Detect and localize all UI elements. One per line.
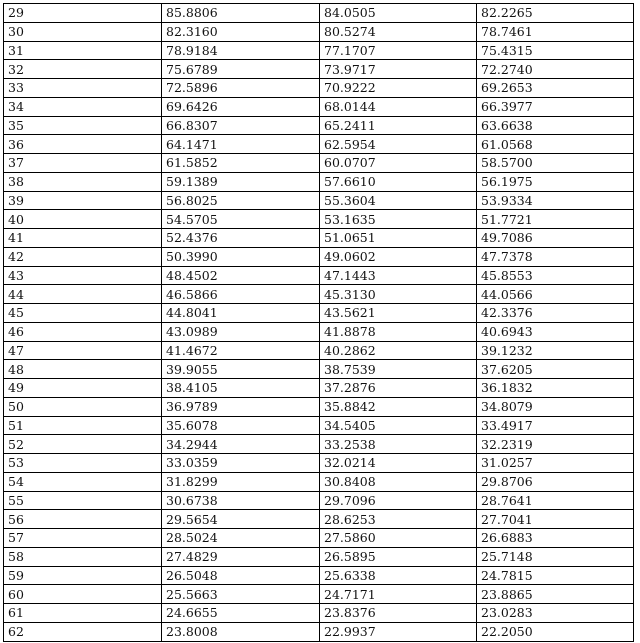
table-row: [4, 285, 634, 304]
value-cell-col1: 23.8008: [162, 622, 320, 641]
table-row: [4, 116, 634, 135]
value-cell-col1: 59.1389: [162, 172, 320, 191]
value-cell-col2: 84.0505: [320, 4, 477, 23]
value-cell-col2: 45.3130: [320, 285, 477, 304]
index-cell: 40: [4, 210, 162, 229]
value-cell-col2: 62.5954: [320, 135, 477, 154]
value-cell-col2: 43.5621: [320, 304, 477, 323]
value-cell-col1: 72.5896: [162, 79, 320, 98]
value-cell-col3: 24.7815: [477, 566, 634, 585]
value-cell-col2: 34.5405: [320, 416, 477, 435]
index-cell: 47: [4, 341, 162, 360]
value-cell-col1: 35.6078: [162, 416, 320, 435]
value-cell-col3: 45.8553: [477, 266, 634, 285]
value-cell-col3: 26.6883: [477, 529, 634, 548]
table-row: [4, 210, 634, 229]
index-cell: 62: [4, 622, 162, 641]
table-row: [4, 379, 634, 398]
value-cell-col2: 29.7096: [320, 491, 477, 510]
value-cell-col3: 53.9334: [477, 191, 634, 210]
value-cell-col1: 36.9789: [162, 397, 320, 416]
index-cell: 30: [4, 22, 162, 41]
table-body: [4, 4, 634, 642]
index-cell: 58: [4, 547, 162, 566]
value-cell-col3: 47.7378: [477, 247, 634, 266]
value-cell-col3: 78.7461: [477, 22, 634, 41]
value-cell-col2: 27.5860: [320, 529, 477, 548]
table-row: [4, 585, 634, 604]
value-cell-col2: 38.7539: [320, 360, 477, 379]
index-cell: 29: [4, 4, 162, 23]
value-cell-col3: 32.2319: [477, 435, 634, 454]
value-cell-col2: 33.2538: [320, 435, 477, 454]
index-cell: 38: [4, 172, 162, 191]
index-cell: 42: [4, 247, 162, 266]
table-row: [4, 566, 634, 585]
value-cell-col2: 55.3604: [320, 191, 477, 210]
value-cell-col3: 40.6943: [477, 322, 634, 341]
value-cell-col2: 25.6338: [320, 566, 477, 585]
value-cell-col1: 48.4502: [162, 266, 320, 285]
index-cell: 60: [4, 585, 162, 604]
table-row: [4, 172, 634, 191]
table-container: [3, 3, 633, 642]
value-cell-col1: 69.6426: [162, 97, 320, 116]
index-cell: 50: [4, 397, 162, 416]
index-cell: 61: [4, 604, 162, 623]
table-row: [4, 360, 634, 379]
index-cell: 43: [4, 266, 162, 285]
table-row: [4, 41, 634, 60]
table-row: [4, 322, 634, 341]
table-row: [4, 60, 634, 79]
index-cell: 33: [4, 79, 162, 98]
table-row: [4, 154, 634, 173]
value-cell-col3: 44.0566: [477, 285, 634, 304]
value-cell-col1: 61.5852: [162, 154, 320, 173]
table-row: [4, 510, 634, 529]
value-cell-col3: 72.2740: [477, 60, 634, 79]
index-cell: 34: [4, 97, 162, 116]
value-cell-col2: 40.2862: [320, 341, 477, 360]
value-cell-col1: 56.8025: [162, 191, 320, 210]
index-cell: 55: [4, 491, 162, 510]
value-cell-col2: 57.6610: [320, 172, 477, 191]
table-row: [4, 454, 634, 473]
index-cell: 52: [4, 435, 162, 454]
value-cell-col3: 69.2653: [477, 79, 634, 98]
table-row: [4, 97, 634, 116]
data-table: [3, 3, 634, 642]
table-row: [4, 397, 634, 416]
value-cell-col2: 32.0214: [320, 454, 477, 473]
value-cell-col1: 33.0359: [162, 454, 320, 473]
table-row: [4, 529, 634, 548]
table-row: [4, 604, 634, 623]
value-cell-col3: 63.6638: [477, 116, 634, 135]
value-cell-col2: 41.8878: [320, 322, 477, 341]
table-row: [4, 135, 634, 154]
value-cell-col1: 24.6655: [162, 604, 320, 623]
value-cell-col3: 42.3376: [477, 304, 634, 323]
value-cell-col3: 61.0568: [477, 135, 634, 154]
value-cell-col2: 70.9222: [320, 79, 477, 98]
value-cell-col3: 23.8865: [477, 585, 634, 604]
value-cell-col1: 26.5048: [162, 566, 320, 585]
value-cell-col2: 28.6253: [320, 510, 477, 529]
value-cell-col3: 31.0257: [477, 454, 634, 473]
index-cell: 41: [4, 229, 162, 248]
table-row: [4, 4, 634, 23]
value-cell-col1: 66.8307: [162, 116, 320, 135]
value-cell-col1: 44.8041: [162, 304, 320, 323]
index-cell: 39: [4, 191, 162, 210]
index-cell: 31: [4, 41, 162, 60]
index-cell: 57: [4, 529, 162, 548]
value-cell-col2: 51.0651: [320, 229, 477, 248]
index-cell: 51: [4, 416, 162, 435]
value-cell-col3: 28.7641: [477, 491, 634, 510]
index-cell: 46: [4, 322, 162, 341]
value-cell-col3: 66.3977: [477, 97, 634, 116]
value-cell-col3: 29.8706: [477, 472, 634, 491]
value-cell-col1: 41.4672: [162, 341, 320, 360]
value-cell-col2: 47.1443: [320, 266, 477, 285]
table-row: [4, 79, 634, 98]
table-row: [4, 416, 634, 435]
value-cell-col1: 78.9184: [162, 41, 320, 60]
value-cell-col2: 30.8408: [320, 472, 477, 491]
value-cell-col1: 85.8806: [162, 4, 320, 23]
value-cell-col1: 34.2944: [162, 435, 320, 454]
value-cell-col3: 82.2265: [477, 4, 634, 23]
value-cell-col3: 27.7041: [477, 510, 634, 529]
table-row: [4, 304, 634, 323]
value-cell-col2: 24.7171: [320, 585, 477, 604]
value-cell-col2: 77.1707: [320, 41, 477, 60]
value-cell-col1: 38.4105: [162, 379, 320, 398]
value-cell-col2: 35.8842: [320, 397, 477, 416]
value-cell-col1: 25.5663: [162, 585, 320, 604]
value-cell-col2: 65.2411: [320, 116, 477, 135]
value-cell-col1: 27.4829: [162, 547, 320, 566]
value-cell-col3: 36.1832: [477, 379, 634, 398]
index-cell: 49: [4, 379, 162, 398]
value-cell-col2: 37.2876: [320, 379, 477, 398]
value-cell-col3: 49.7086: [477, 229, 634, 248]
table-row: [4, 435, 634, 454]
value-cell-col3: 25.7148: [477, 547, 634, 566]
table-row: [4, 472, 634, 491]
table-row: [4, 622, 634, 641]
value-cell-col1: 43.0989: [162, 322, 320, 341]
value-cell-col3: 56.1975: [477, 172, 634, 191]
index-cell: 59: [4, 566, 162, 585]
index-cell: 44: [4, 285, 162, 304]
value-cell-col3: 58.5700: [477, 154, 634, 173]
index-cell: 35: [4, 116, 162, 135]
value-cell-col3: 33.4917: [477, 416, 634, 435]
value-cell-col1: 52.4376: [162, 229, 320, 248]
value-cell-col3: 75.4315: [477, 41, 634, 60]
value-cell-col2: 23.8376: [320, 604, 477, 623]
index-cell: 36: [4, 135, 162, 154]
value-cell-col1: 50.3990: [162, 247, 320, 266]
value-cell-col2: 22.9937: [320, 622, 477, 641]
table-row: [4, 22, 634, 41]
table-row: [4, 491, 634, 510]
value-cell-col3: 37.6205: [477, 360, 634, 379]
value-cell-col1: 28.5024: [162, 529, 320, 548]
index-cell: 54: [4, 472, 162, 491]
value-cell-col1: 82.3160: [162, 22, 320, 41]
value-cell-col3: 22.2050: [477, 622, 634, 641]
value-cell-col3: 39.1232: [477, 341, 634, 360]
value-cell-col2: 80.5274: [320, 22, 477, 41]
value-cell-col2: 68.0144: [320, 97, 477, 116]
table-row: [4, 247, 634, 266]
value-cell-col2: 26.5895: [320, 547, 477, 566]
value-cell-col3: 34.8079: [477, 397, 634, 416]
table-row: [4, 547, 634, 566]
table-row: [4, 341, 634, 360]
index-cell: 37: [4, 154, 162, 173]
index-cell: 45: [4, 304, 162, 323]
value-cell-col2: 73.9717: [320, 60, 477, 79]
value-cell-col2: 49.0602: [320, 247, 477, 266]
index-cell: 56: [4, 510, 162, 529]
value-cell-col1: 39.9055: [162, 360, 320, 379]
index-cell: 48: [4, 360, 162, 379]
value-cell-col3: 51.7721: [477, 210, 634, 229]
table-row: [4, 229, 634, 248]
value-cell-col1: 54.5705: [162, 210, 320, 229]
value-cell-col3: 23.0283: [477, 604, 634, 623]
value-cell-col2: 60.0707: [320, 154, 477, 173]
index-cell: 32: [4, 60, 162, 79]
value-cell-col1: 46.5866: [162, 285, 320, 304]
index-cell: 53: [4, 454, 162, 473]
value-cell-col1: 64.1471: [162, 135, 320, 154]
value-cell-col1: 31.8299: [162, 472, 320, 491]
table-row: [4, 191, 634, 210]
value-cell-col2: 53.1635: [320, 210, 477, 229]
value-cell-col1: 30.6738: [162, 491, 320, 510]
table-row: [4, 266, 634, 285]
value-cell-col1: 75.6789: [162, 60, 320, 79]
value-cell-col1: 29.5654: [162, 510, 320, 529]
